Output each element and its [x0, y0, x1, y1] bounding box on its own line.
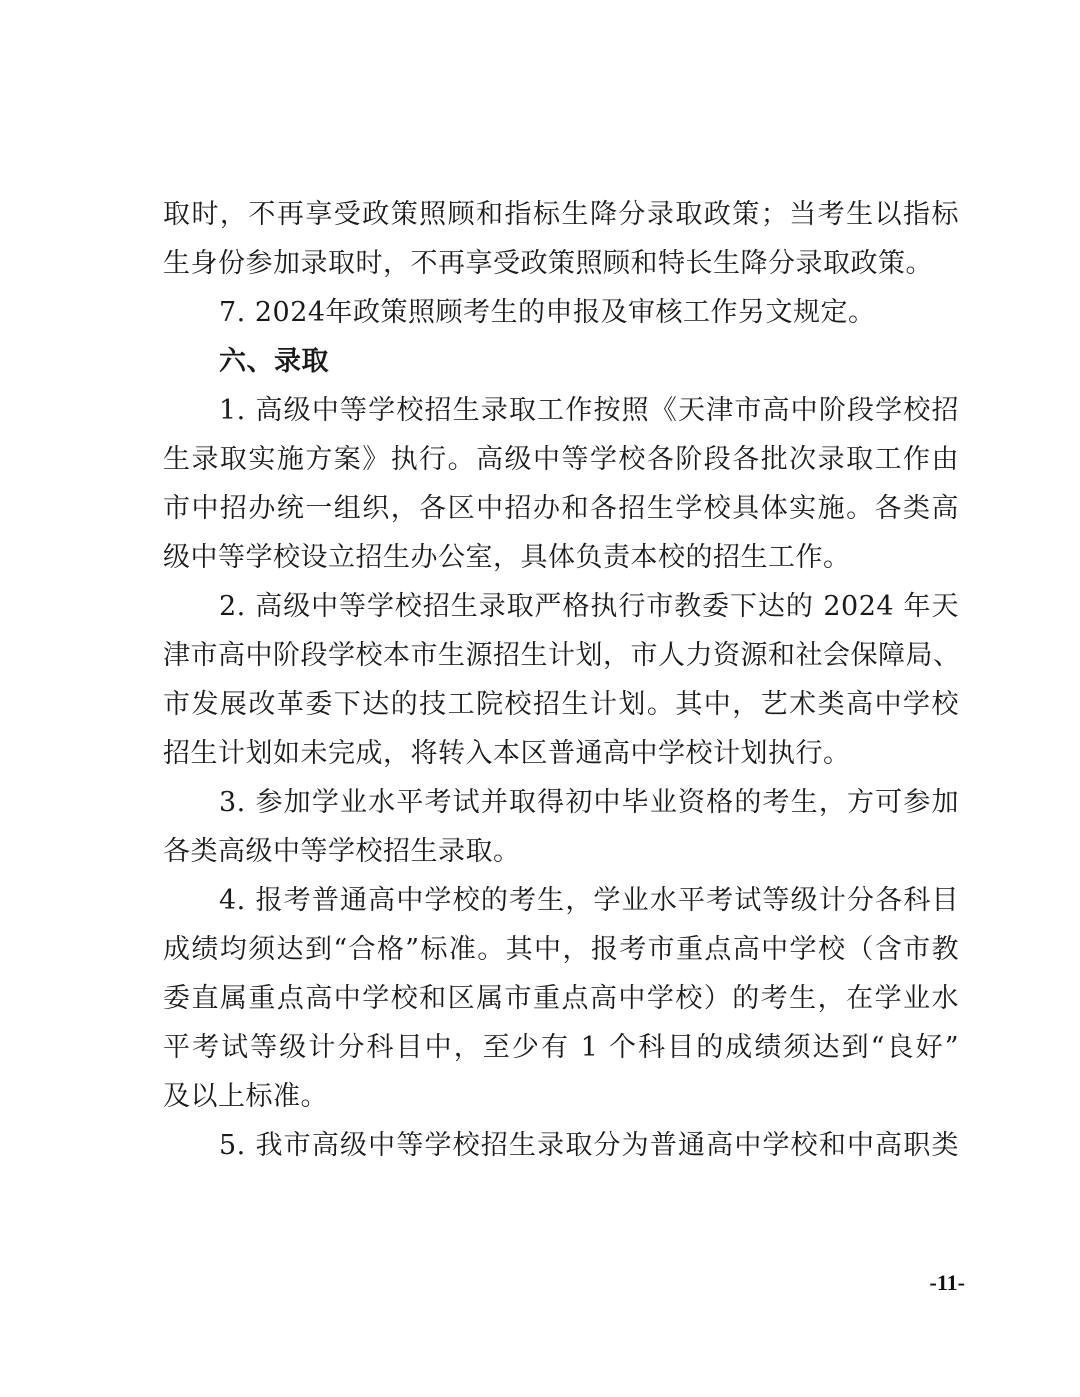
text-line: 生身份参加录取时，不再享受政策照顾和特长生降分录取政策。 [163, 248, 933, 279]
text-line: 4. 报考普通高中学校的考生，学业水平考试等级计分各科目 [219, 885, 959, 916]
text-line: 市发展改革委下达的技工院校招生计划。其中，艺术类高中学校 [163, 689, 959, 720]
text-line: 招生计划如未完成，将转入本区普通高中学校计划执行。 [163, 738, 851, 769]
text-line: 7. 2024年政策照顾考生的申报及审核工作另文规定。 [219, 297, 876, 328]
text-line: 级中等学校设立招生办公室，具体负责本校的招生工作。 [163, 542, 851, 573]
text-line: 及以上标准。 [163, 1081, 328, 1112]
text-line: 生录取实施方案》执行。高级中等学校各阶段各批次录取工作由 [163, 444, 959, 475]
document-body [163, 190, 959, 1170]
text-line: 成绩均须达到“合格”标准。其中，报考市重点高中学校（含市教 [163, 934, 959, 965]
text-line: 津市高中阶段学校本市生源招生计划，市人力资源和社会保障局、 [163, 640, 961, 671]
text-line: 平考试等级计分科目中，至少有 1 个科目的成绩须达到“良好” [163, 1032, 959, 1063]
page-number: -11- [929, 1270, 965, 1295]
text-line: 3. 参加学业水平考试并取得初中毕业资格的考生，方可参加 [219, 787, 959, 818]
text-line: 1. 高级中等学校招生录取工作按照《天津市高中阶段学校招 [219, 395, 959, 426]
text-line: 2. 高级中等学校招生录取严格执行市教委下达的 2024 年天 [219, 591, 959, 622]
text-line: 市中招办统一组织，各区中招办和各招生学校具体实施。各类高 [163, 493, 959, 524]
text-line: 5. 我市高级中等学校招生录取分为普通高中学校和中高职类 [219, 1130, 959, 1161]
text-line: 各类高级中等学校招生录取。 [163, 836, 521, 867]
text-line: 委直属重点高中学校和区属市重点高中学校）的考生，在学业水 [163, 983, 959, 1014]
text-line: 取时，不再享受政策照顾和指标生降分录取政策；当考生以指标 [163, 199, 959, 230]
section-heading: 六、录取 [219, 346, 329, 377]
